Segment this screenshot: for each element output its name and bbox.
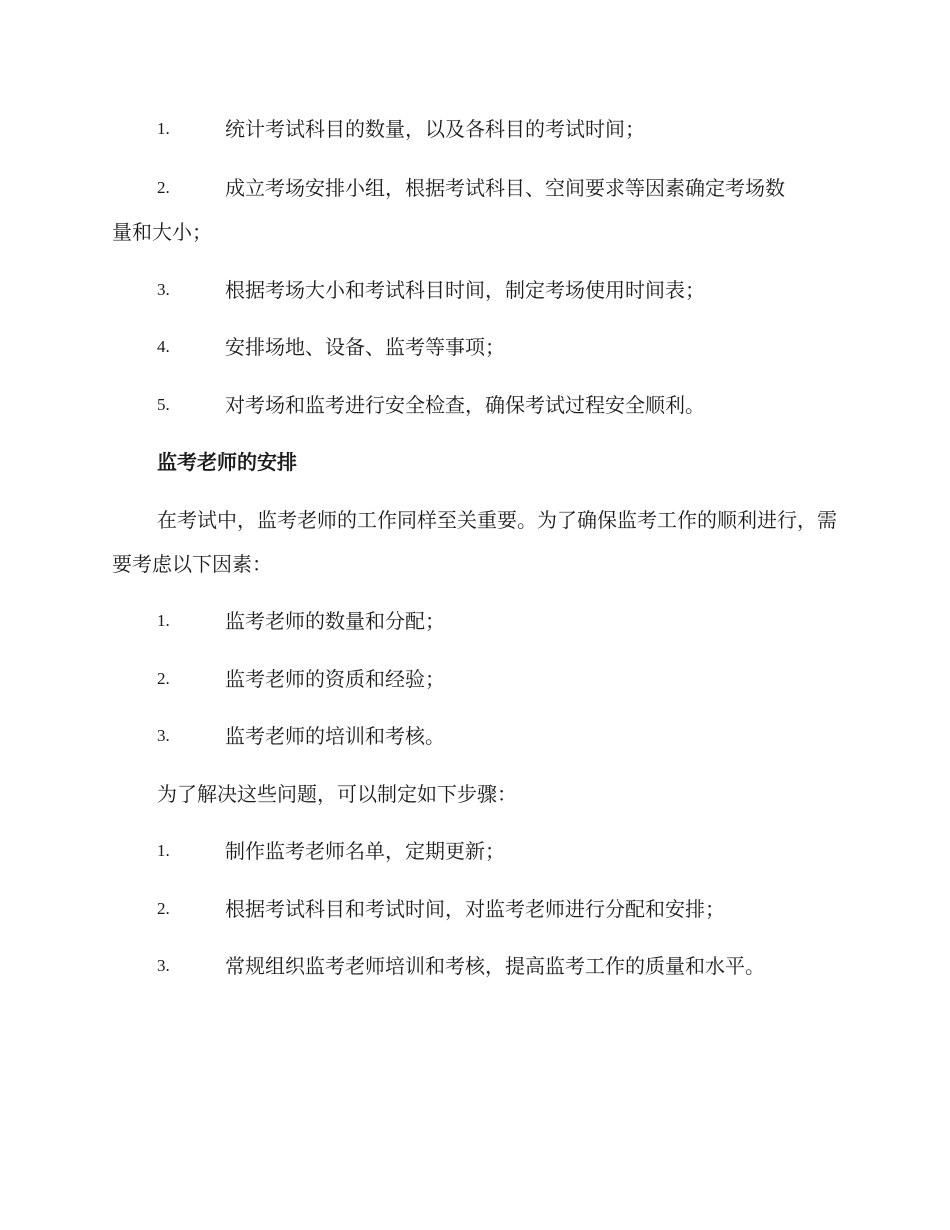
steps-paragraph: 为了解决这些问题，可以制定如下步骤： [157, 782, 517, 806]
list-number: 2. [157, 178, 170, 197]
list-number: 2. [157, 899, 170, 918]
list2-item-3 [157, 714, 837, 758]
list-number: 1. [157, 611, 170, 630]
list-number: 4. [157, 337, 170, 356]
list-number: 2. [157, 669, 170, 688]
list-text: 成立考场安排小组，根据考试科目、空间要求等因素确定考场数 [225, 176, 785, 200]
intro-paragraph: 在考试中，监考老师的工作同样至关重要。为了确保监考工作的顺利进行，需要考虑以下因素： [112, 508, 837, 576]
list2-item-2 [157, 657, 837, 701]
list-text: 制作监考老师名单，定期更新； [225, 839, 505, 863]
list-number: 3. [157, 956, 170, 975]
list-number: 3. [157, 280, 170, 299]
section-heading: 监考老师的安排 [157, 450, 297, 474]
list-number: 3. [157, 726, 170, 745]
list-text: 对考场和监考进行安全检查，确保考试过程安全顺利。 [225, 393, 705, 417]
list1-item-2-continuation: 量和大小； [112, 220, 212, 244]
list1-item-2 [157, 166, 837, 210]
list-text: 根据考场大小和考试科目时间，制定考场使用时间表； [225, 278, 705, 302]
list-text: 监考老师的资质和经验； [225, 667, 445, 691]
list-text: 监考老师的数量和分配； [225, 609, 445, 633]
list3-item-2 [157, 887, 837, 931]
list-text: 统计考试科目的数量，以及各科目的考试时间； [225, 117, 645, 141]
list-number: 1. [157, 841, 170, 860]
list1-item-3 [157, 268, 837, 312]
list-text: 常规组织监考老师培训和考核，提高监考工作的质量和水平。 [225, 954, 765, 978]
list-text: 安排场地、设备、监考等事项； [225, 335, 505, 359]
list1-item-5 [157, 383, 837, 427]
list3-item-1 [157, 829, 837, 873]
list-text: 根据考试科目和考试时间，对监考老师进行分配和安排； [225, 897, 725, 921]
list-number: 1. [157, 119, 170, 138]
list2-item-1 [157, 599, 837, 643]
list1-item-1 [157, 107, 837, 151]
list3-item-3 [157, 944, 837, 988]
list1-item-4 [157, 325, 837, 369]
list-number: 5. [157, 395, 170, 414]
list-text: 监考老师的培训和考核。 [225, 724, 445, 748]
